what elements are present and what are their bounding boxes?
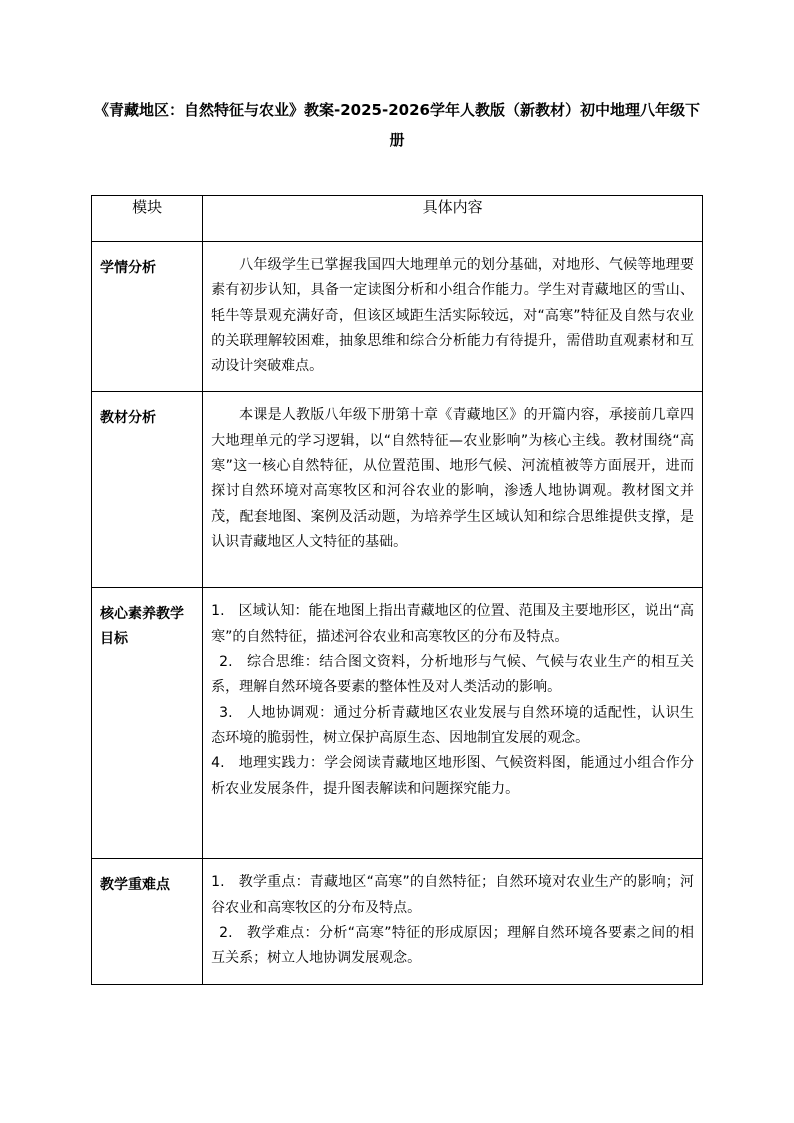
table-row [92,588,703,859]
list-number: 2. [219,654,233,671]
module-content: 八年级学生已掌握我国四大地理单元的划分基础，对地形、气候等地理要素有初步认知，具备一定读图分析和小组合作能力。学生对青藏地区的雪山、牦牛等景观充满好奇，但该区域距生活实际较远，对“高寒”特征及自然与农业的关联理解较困难，抽象思维和综合分析能力有待提升，需借助直观素材和互动设计突破难点。 [203,242,703,392]
module-label: 教材分析 [92,392,203,588]
list-item [211,921,694,972]
table-row [92,392,703,588]
list-number: 3. [219,704,233,721]
list-item [211,751,694,802]
list-text: 人地协调观：通过分析青藏地区农业发展与自然环境的适配性，认识生态环境的脆弱性，树立保护高原生态、因地制宜发展的观念。 [211,704,694,746]
lesson-plan-table [91,195,703,985]
list-text: 区域认知：能在地图上指出青藏地区的位置、范围及主要地形区，说出“高寒”的自然特征，描述河谷农业和高寒牧区的分布及特点。 [211,603,694,645]
module-content: 本课是人教版八年级下册第十章《青藏地区》的开篇内容，承接前几章四大地理单元的学习逻辑，以“自然特征—农业影响”为核心主线。教材围绕“高寒”这一核心自然特征，从位置范围、地形气候、河流植被等方面展开，进而探讨自然环境对高寒牧区和河谷农业的影响，渗透人地协调观。教材图文并茂，配套地图、案例及活动题，为培养学生区域认知和综合思维提供支撑，是认识青藏地区人文特征的基础。 [203,392,703,588]
module-label: 教学重难点 [92,859,203,984]
list-number: 2. [219,925,233,942]
list-number: 1. [211,874,225,891]
list-text: 教学难点：分析“高寒”特征的形成原因；理解自然环境各要素之间的相互关系；树立人地协调发展观念。 [211,925,694,967]
list-item [211,650,694,701]
list-item [211,870,694,921]
header-content: 具体内容 [203,196,703,242]
table-row [92,242,703,392]
document-title: 《青藏地区：自然特征与农业》教案-2025-2026学年人教版（新教材）初中地理八年级下册 [94,101,700,149]
table-header-row [92,196,703,242]
module-label: 核心素养教学目标 [92,588,203,859]
list-text: 地理实践力：学会阅读青藏地区地形图、气候资料图，能通过小组合作分析农业发展条件，提升图表解读和问题探究能力。 [211,755,694,797]
list-item [211,701,694,752]
list-number: 4. [211,755,225,772]
header-module: 模块 [92,196,203,242]
list-number: 1. [211,603,225,620]
list-text: 教学重点：青藏地区“高寒”的自然特征；自然环境对农业生产的影响；河谷农业和高寒牧区的分布及特点。 [211,874,694,916]
module-content [203,859,703,984]
module-content [203,588,703,859]
table-row [92,859,703,984]
module-label: 学情分析 [92,242,203,392]
list-text: 综合思维：结合图文资料，分析地形与气候、气候与农业生产的相互关系，理解自然环境各要素的整体性及对人类活动的影响。 [211,654,694,696]
list-item [211,599,694,650]
